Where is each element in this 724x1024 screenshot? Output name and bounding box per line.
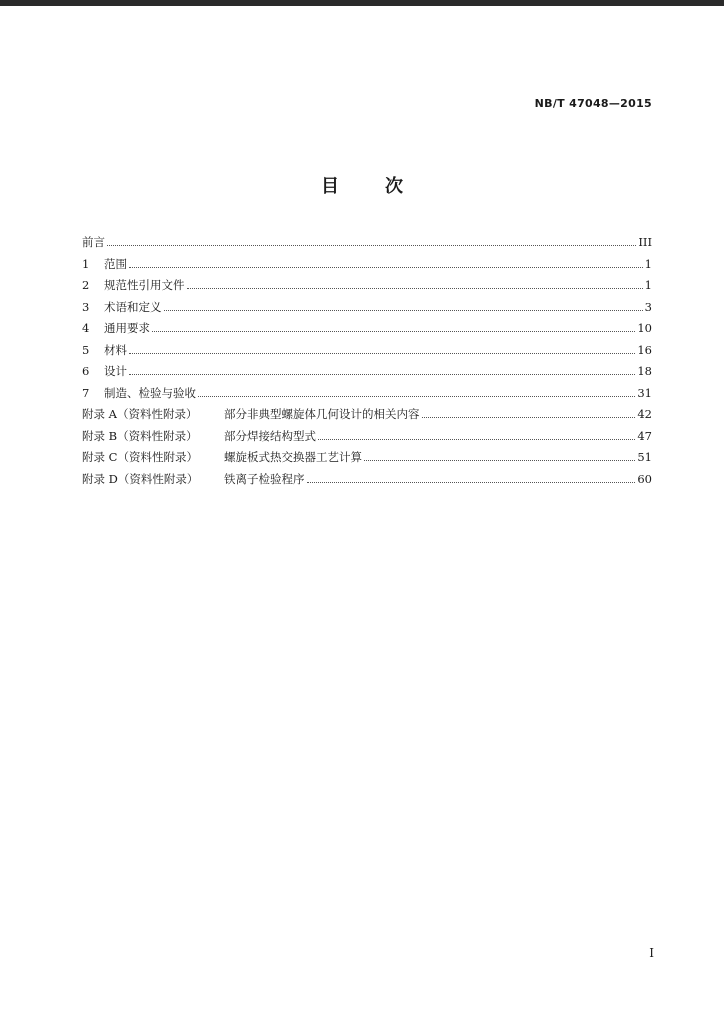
appendix-label: 附录 A（资料性附录） bbox=[82, 407, 198, 421]
toc-appendix-a[interactable] bbox=[82, 404, 652, 426]
dot-leader bbox=[364, 459, 635, 461]
toc-entry-4[interactable] bbox=[82, 318, 652, 340]
dot-leader bbox=[422, 416, 636, 418]
toc-entry-3[interactable] bbox=[82, 297, 652, 319]
appendix-title: 部分焊接结构型式 bbox=[224, 428, 316, 443]
dot-leader bbox=[318, 438, 635, 440]
toc-entry-label: 材料 bbox=[104, 342, 127, 357]
dot-leader bbox=[187, 287, 643, 289]
toc-entry-7[interactable] bbox=[82, 383, 652, 405]
toc-entry-label: 术语和定义 bbox=[104, 299, 162, 314]
toc-entry-label: 范围 bbox=[104, 256, 127, 271]
toc-appendix-d[interactable] bbox=[82, 469, 652, 491]
appendix-title: 螺旋板式热交换器工艺计算 bbox=[224, 450, 362, 464]
appendix-label: 附录 C（资料性附录） bbox=[82, 450, 198, 464]
toc-entry-label: 制造、检验与验收 bbox=[104, 385, 196, 400]
toc-entry-number: 5 bbox=[82, 342, 90, 357]
top-border bbox=[0, 0, 724, 6]
dot-leader bbox=[164, 309, 643, 311]
toc-appendix-b[interactable] bbox=[82, 426, 652, 448]
toc-entry-number: 7 bbox=[82, 385, 90, 400]
toc-entry-page: III bbox=[638, 235, 652, 249]
appendix-title: 铁离子检验程序 bbox=[224, 471, 305, 486]
toc-entry-number: 6 bbox=[82, 364, 90, 378]
dot-leader bbox=[129, 352, 635, 354]
dot-leader bbox=[198, 395, 635, 397]
page-title: 目次 bbox=[321, 176, 449, 197]
standard-number: NB/T 47048—2015 bbox=[534, 97, 652, 110]
appendix-title: 部分非典型螺旋体几何设计的相关内容 bbox=[224, 407, 420, 421]
dot-leader bbox=[152, 330, 635, 332]
dot-leader bbox=[307, 481, 636, 483]
toc-entry-page: 1 bbox=[644, 278, 652, 292]
toc-entry-label: 前言 bbox=[82, 235, 105, 249]
toc-entry-page: 51 bbox=[637, 450, 652, 464]
toc-entry-6[interactable] bbox=[82, 361, 652, 383]
toc-entry-page: 18 bbox=[637, 364, 652, 378]
toc-entry-page: 60 bbox=[637, 471, 652, 486]
appendix-label: 附录 B（资料性附录） bbox=[82, 428, 198, 443]
toc-entry-number: 1 bbox=[82, 256, 90, 271]
toc-entry-5[interactable] bbox=[82, 340, 652, 362]
toc-entry-number: 2 bbox=[82, 278, 90, 292]
toc-entry-foreword[interactable] bbox=[82, 232, 652, 254]
toc-appendix-c[interactable] bbox=[82, 447, 652, 469]
page-number: I bbox=[649, 946, 654, 960]
toc-entry-page: 3 bbox=[644, 299, 652, 314]
toc-entry-label: 设计 bbox=[104, 364, 127, 378]
toc-entry-number: 3 bbox=[82, 299, 90, 314]
dot-leader bbox=[129, 266, 643, 268]
toc-entry-label: 规范性引用文件 bbox=[104, 278, 185, 292]
dot-leader bbox=[129, 373, 635, 375]
toc-entry-page: 47 bbox=[637, 428, 652, 443]
toc-entry-1[interactable] bbox=[82, 254, 652, 276]
table-of-contents bbox=[82, 232, 652, 490]
toc-entry-page: 1 bbox=[644, 256, 652, 271]
toc-entry-page: 16 bbox=[637, 342, 652, 357]
toc-entry-2[interactable] bbox=[82, 275, 652, 297]
toc-entry-label: 通用要求 bbox=[104, 321, 150, 335]
toc-entry-page: 10 bbox=[637, 321, 652, 335]
toc-entry-page: 31 bbox=[637, 385, 652, 400]
toc-entry-page: 42 bbox=[637, 407, 652, 421]
toc-entry-number: 4 bbox=[82, 321, 90, 335]
appendix-label: 附录 D（资料性附录） bbox=[82, 471, 199, 486]
dot-leader bbox=[107, 244, 636, 246]
